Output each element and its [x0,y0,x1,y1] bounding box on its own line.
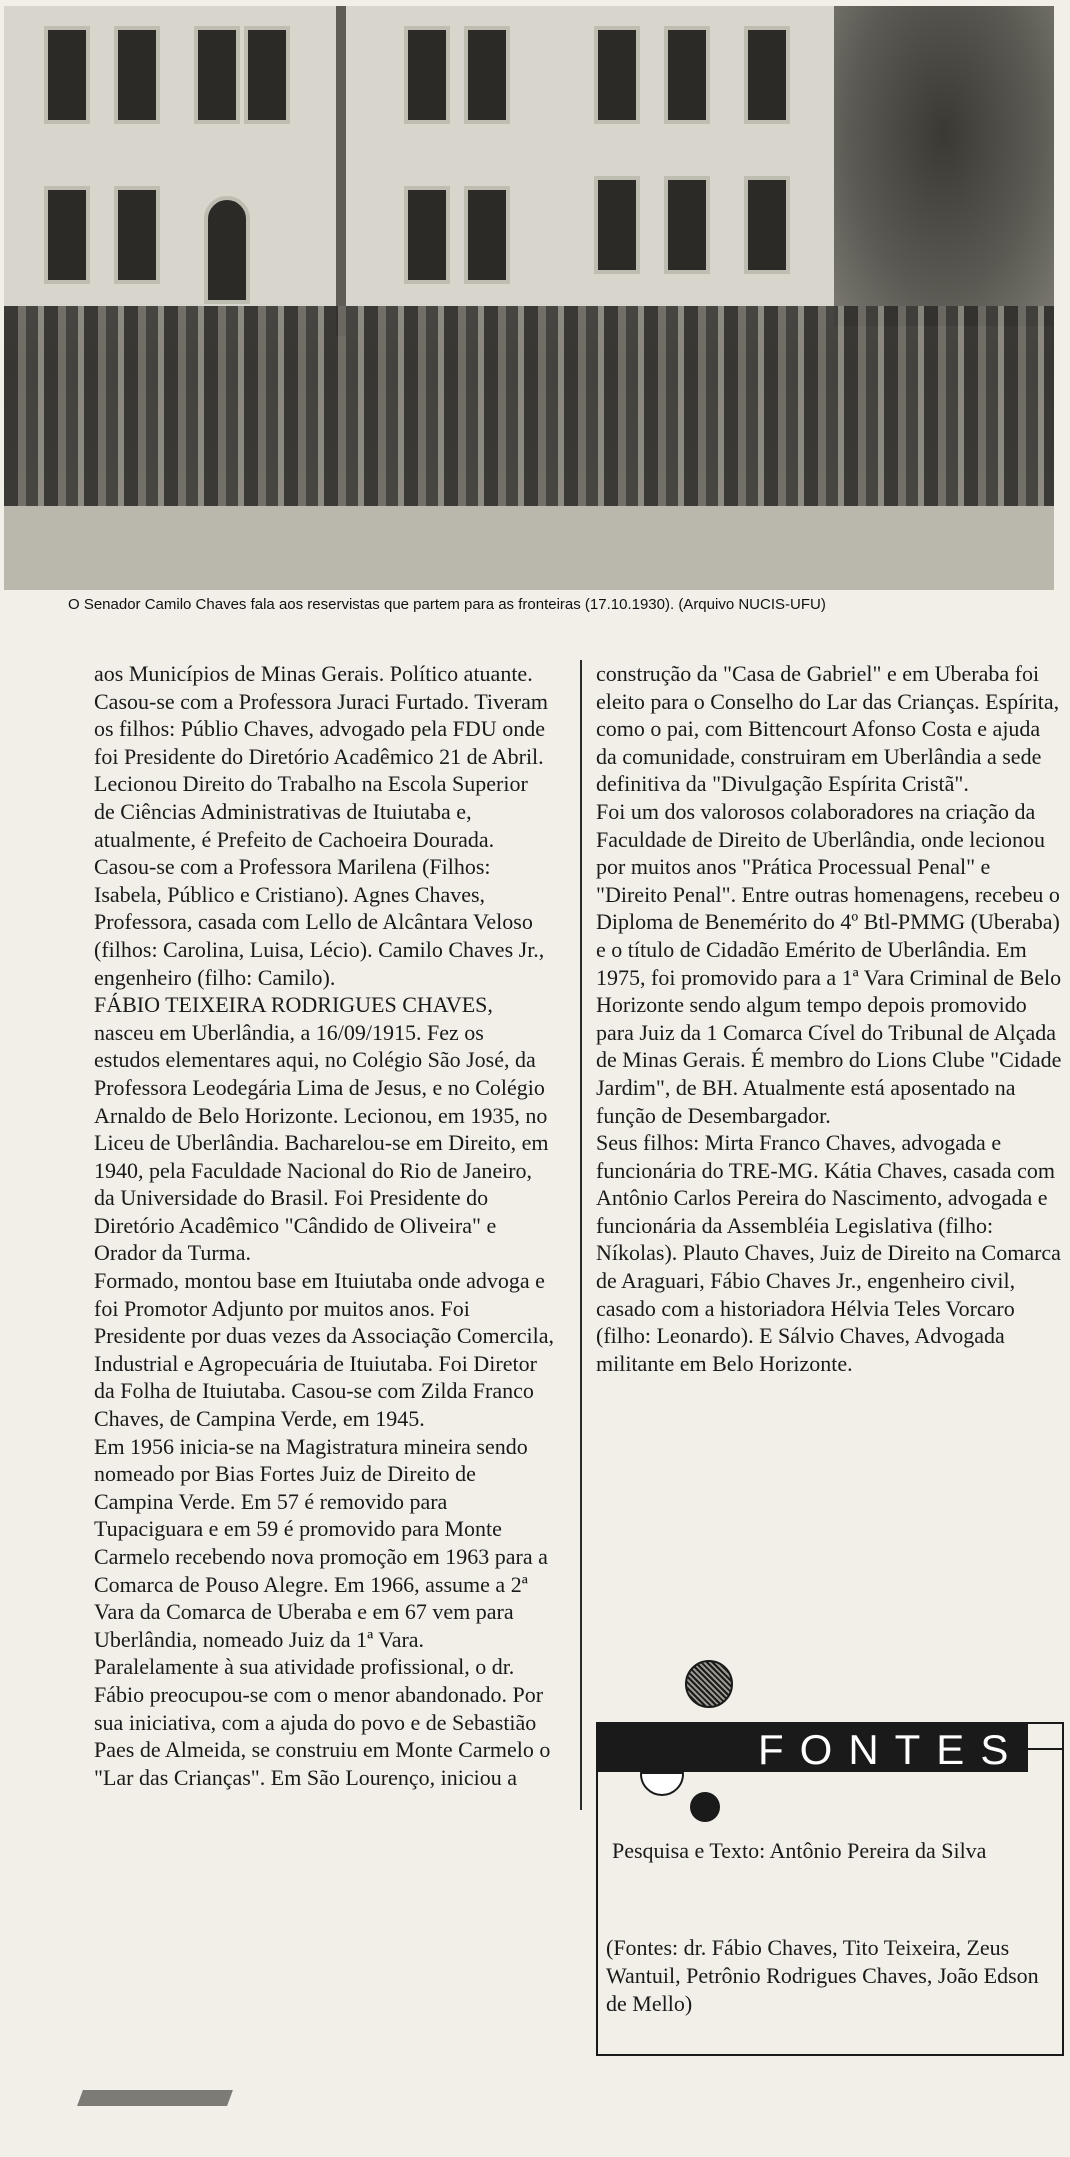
article-column-left [94,660,554,1791]
ground [4,506,1054,590]
decorative-dot [690,1792,720,1822]
photo-caption: O Senador Camilo Chaves fala aos reservistas que partem para as fronteiras (17.10.1930). (Arquivo NUCIS-UFU) [68,596,826,613]
article-paragraph: Seus filhos: Mirta Franco Chaves, advogada e funcionária do TRE-MG. Kátia Chaves, casada com Antônio Carlos Pereira do Nascimento, advogada e funcionária da Assembléia Legislativa (filho: Níkolas). Plauto Chaves, Juiz de Direito na Comarca de Araguari, Fábio Chaves Jr., engenheiro civil, casado com a historiadora Hélvia Teles Vorcaro (filho: Leonardo). E Sálvio Chaves, Advogada militante em Belo Horizonte. [596,1130,1061,1376]
article-paragraph: Formado, montou base em Ituiutaba onde advoga e foi Promotor Adjunto por muitos anos. Foi Presidente por duas vezes da Associação Comercila, Industrial e Agropecuária de Ituiutaba. Foi Diretor da Folha de Ituiutaba. Casou-se com Zilda Franco Chaves, de Campina Verde, em 1945. [94,1268,555,1432]
trees [834,6,1054,326]
fontes-research-credit: Pesquisa e Texto: Antônio Pereira da Silva [612,1838,987,1863]
article-paragraph: Foi um dos valorosos colaboradores na criação da Faculdade de Direito de Uberlândia, onde lecionou por muitos anos "Prática Processual Penal" e "Direito Penal". Entre outras homenagens, recebeu o Diploma de Benemérito do 4º Btl-PMMG (Uberaba) e o título de Cidadão Emérito de Uberlândia. Em 1975, foi promovido para a 1ª Vara Criminal de Belo Horizonte sendo algum tempo depois promovido para Juiz da 1 Comarca Cível do Tribunal de Alçada de Minas Gerais. É membro do Lions Clube "Cidade Jardim", de BH. Atualmente está aposentado na função de Desembargador. [596,798,1062,1128]
window [464,186,510,284]
fontes-box [596,1722,1064,2056]
article-paragraph: Em 1956 inicia-se na Magistratura mineira sendo nomeado por Bias Fortes Juiz de Direito de Campina Verde. Em 57 é removido para Tupaciguara e em 59 é promovido para Monte Carmelo recebendo nova promoção em 1963 para a Comarca de Pouso Alegre. Em 1966, assume a 2ª Vara da Comarca de Uberaba e em 67 vem para Uberlândia, nomeado Juiz da 1ª Vara. Paralelamente à sua atividade profissional, o dr. Fábio preocupou-se com o menor abandonado. Por sua iniciativa, com a ajuda do povo e de Sebastião Paes de Almeida, se construiu em Monte Carmelo o "Lar das Crianças". Em São Lourenço, iniciou a [94,1433,551,1790]
window [744,26,790,124]
window [594,176,640,274]
window [44,186,90,284]
window [114,186,160,284]
article-paragraph: FÁBIO TEIXEIRA RODRIGUES CHAVES, nasceu em Uberlândia, a 16/09/1915. Fez os estudos elementares aqui, no Colégio São José, da Professora Leodegária Lima de Jesus, e no Colégio Arnaldo de Belo Horizonte. Lecionou, em 1935, no Liceu de Uberlândia. Bacharelou-se em Direito, em 1940, pela Faculdade Nacional do Rio de Janeiro, da Universidade do Brasil. Foi Presidente do Diretório Acadêmico "Cândido de Oliveira" e Orador da Turma. [94,992,549,1266]
window [664,26,710,124]
decorative-dot [640,1752,684,1796]
archive-photo [4,6,1054,590]
decorative-dot [685,1660,733,1708]
window [404,26,450,124]
fontes-sources: (Fontes: dr. Fábio Chaves, Tito Teixeira, Zeus Wantuil, Petrônio Rodrigues Chaves, João Edson de Mello) [606,1935,1039,2016]
window [244,26,290,124]
window [664,176,710,274]
lamp-pole [336,6,346,336]
window [464,26,510,124]
building [4,6,884,306]
doorway [204,196,250,304]
window [594,26,640,124]
article-column-right [596,660,1066,1377]
column-divider [580,660,582,1810]
article-paragraph: aos Municípios de Minas Gerais. Político atuante. Casou-se com a Professora Juraci Furtado. Tiveram os filhos: Públio Chaves, advogado pela FDU onde foi Presidente do Diretório Acadêmico 21 de Abril. Lecionou Direito do Trabalho na Escola Superior de Ciências Administrativas de Ituiutaba e, atualmente, é Prefeito de Cachoeira Dourada. Casou-se com a Professora Marilena (Filhos: Isabela, Público e Cristiano). Agnes Chaves, Professora, casada com Lello de Alcântara Veloso (filhos: Carolina, Luisa, Lécio). Camilo Chaves Jr., engenheiro (filho: Camilo). [94,661,548,990]
window [44,26,90,124]
crowd [4,306,1054,506]
window [404,186,450,284]
page-footer-mark [77,2090,233,2106]
fontes-header-line [1028,1748,1062,1750]
article-paragraph: construção da "Casa de Gabriel" e em Uberaba foi eleito para o Conselho do Lar das Crianças. Espírita, como o pai, com Bittencourt Afonso Costa e ajuda da comunidade, construiram em Uberlândia a sede definitiva da "Divulgação Espírita Cristã". [596,661,1060,797]
window [114,26,160,124]
window [744,176,790,274]
fontes-title: FONTES [758,1726,1025,1773]
window [194,26,240,124]
